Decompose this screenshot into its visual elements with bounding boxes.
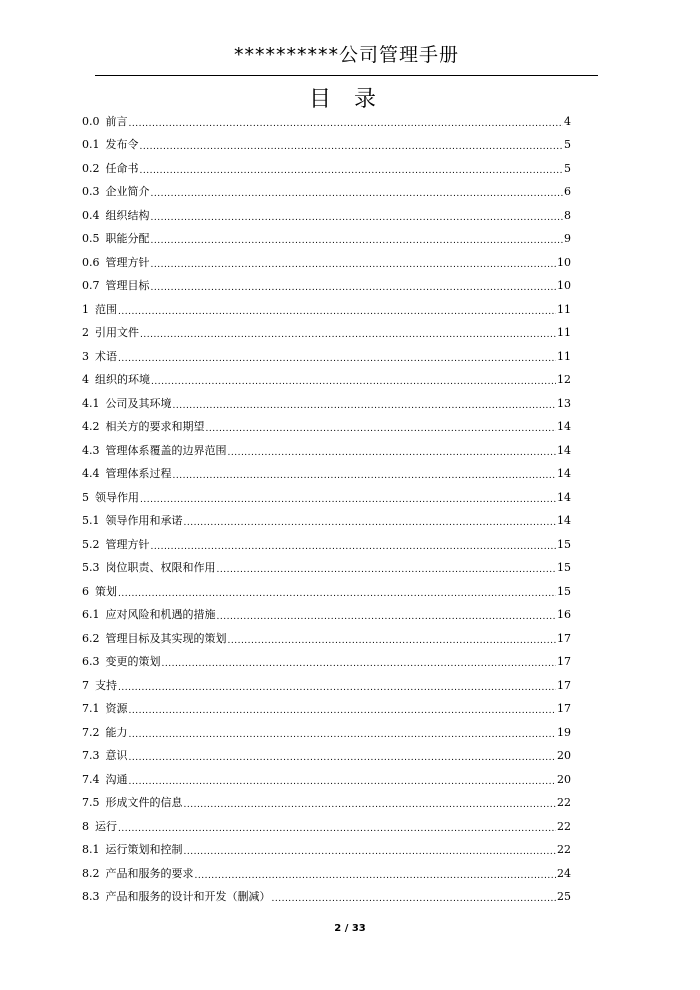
toc-entry[interactable] [82, 439, 571, 463]
toc-entry[interactable] [82, 110, 571, 134]
toc-entry[interactable] [82, 604, 571, 628]
toc-dot-leader [140, 493, 556, 507]
toc-entry-title: 组织的环境 [95, 373, 150, 387]
toc-entry-title: 管理目标 [105, 279, 150, 293]
toc-dot-leader [173, 469, 557, 483]
toc-dot-leader [129, 704, 557, 718]
toc-dot-leader [151, 375, 556, 389]
toc-entry-page: 14 [557, 420, 571, 434]
toc-entry-page: 17 [557, 702, 571, 716]
toc-entry-title: 策划 [95, 584, 117, 598]
toc-entry-number: 0.4 [82, 208, 100, 222]
toc-entry-title: 公司及其环境 [105, 396, 172, 410]
toc-entry-number: 0.7 [82, 279, 100, 293]
toc-entry-title: 意识 [105, 749, 128, 763]
toc-entry-number: 0.0 [82, 114, 100, 128]
toc-entry[interactable] [82, 345, 571, 369]
toc-entry-page: 12 [557, 373, 571, 387]
toc-entry-page: 8 [564, 208, 571, 222]
toc-dot-leader [151, 540, 557, 554]
toc-dot-leader [184, 516, 557, 530]
toc-entry-page: 11 [557, 326, 571, 340]
toc-entry-title: 领导作用和承诺 [105, 514, 183, 528]
toc-entry[interactable] [82, 580, 571, 604]
toc-entry-title: 管理体系覆盖的边界范围 [105, 443, 227, 457]
toc-entry-title: 变更的策划 [105, 655, 161, 669]
toc-entry-title: 管理体系过程 [105, 467, 172, 481]
toc-dot-leader [118, 587, 556, 601]
toc-entry[interactable] [82, 674, 571, 698]
toc-dot-leader [228, 446, 557, 460]
toc-list [82, 110, 571, 909]
toc-entry-page: 5 [564, 138, 571, 152]
toc-entry-title: 岗位职责、权限和作用 [105, 561, 216, 575]
toc-entry-page: 19 [557, 725, 571, 739]
toc-entry-number: 8.1 [82, 843, 100, 857]
toc-entry-page: 14 [557, 467, 571, 481]
toc-dot-leader [206, 422, 557, 436]
toc-entry-title: 运行 [95, 819, 117, 833]
toc-entry-number: 6.3 [82, 655, 100, 669]
page-number: 2 / 33 [334, 923, 366, 934]
toc-entry-page: 22 [557, 843, 571, 857]
toc-entry-number: 8.3 [82, 890, 100, 904]
toc-dot-leader [140, 140, 564, 154]
toc-entry-number: 0.3 [82, 185, 100, 199]
toc-dot-leader [151, 281, 557, 295]
toc-entry-title: 管理方针 [105, 537, 150, 551]
toc-entry-page: 20 [557, 772, 571, 786]
toc-entry-number: 7.4 [82, 772, 100, 786]
toc-entry-title: 支持 [95, 678, 117, 692]
toc-entry-number: 6.2 [82, 631, 100, 645]
toc-dot-leader [217, 610, 557, 624]
toc-entry-title: 应对风险和机遇的措施 [105, 608, 216, 622]
toc-entry-number: 5.3 [82, 561, 100, 575]
toc-entry-page: 4 [564, 114, 571, 128]
toc-entry-number: 6 [82, 584, 89, 598]
toc-entry[interactable] [82, 557, 571, 581]
toc-entry-number: 0.6 [82, 255, 100, 269]
toc-entry[interactable] [82, 298, 571, 322]
toc-entry[interactable] [82, 533, 571, 557]
toc-entry-number: 8 [82, 819, 89, 833]
toc-dot-leader [151, 258, 557, 272]
toc-dot-leader [173, 399, 557, 413]
toc-entry[interactable] [82, 839, 571, 863]
toc-entry-page: 22 [557, 796, 571, 810]
toc-entry-title: 运行策划和控制 [105, 843, 183, 857]
toc-entry-number: 3 [82, 349, 89, 363]
toc-entry-title: 产品和服务的设计和开发（删减） [105, 890, 271, 904]
toc-entry-title: 引用文件 [95, 326, 139, 340]
toc-entry[interactable] [82, 392, 571, 416]
toc-entry[interactable] [82, 768, 571, 792]
toc-entry[interactable] [82, 204, 571, 228]
toc-entry-number: 4 [82, 373, 89, 387]
toc-dot-leader [184, 845, 557, 859]
toc-entry[interactable] [82, 228, 571, 252]
toc-dot-leader [129, 117, 564, 131]
toc-entry-title: 任命书 [105, 161, 139, 175]
toc-entry-title: 组织结构 [105, 208, 150, 222]
toc-dot-leader [162, 657, 557, 671]
toc-dot-leader [272, 892, 557, 906]
toc-entry-page: 5 [564, 161, 571, 175]
toc-dot-leader [129, 751, 557, 765]
toc-entry[interactable] [82, 251, 571, 275]
toc-dot-leader [140, 328, 556, 342]
toc-entry-number: 7.3 [82, 749, 100, 763]
toc-dot-leader [217, 563, 557, 577]
toc-entry[interactable] [82, 721, 571, 745]
toc-entry-title: 形成文件的信息 [105, 796, 183, 810]
toc-entry-page: 17 [557, 631, 571, 645]
toc-entry-title: 范围 [95, 302, 117, 316]
toc-entry-number: 7.1 [82, 702, 100, 716]
toc-entry-page: 15 [557, 561, 571, 575]
toc-entry-number: 1 [82, 302, 89, 316]
toc-dot-leader [151, 187, 564, 201]
toc-entry[interactable] [82, 627, 571, 651]
toc-entry-number: 0.5 [82, 232, 100, 246]
toc-entry[interactable] [82, 322, 571, 346]
toc-entry-page: 17 [557, 655, 571, 669]
toc-entry-title: 领导作用 [95, 490, 139, 504]
toc-entry-title: 术语 [95, 349, 117, 363]
toc-entry[interactable] [82, 416, 571, 440]
toc-entry-page: 14 [557, 514, 571, 528]
toc-entry-page: 9 [564, 232, 571, 246]
toc-dot-leader [118, 822, 556, 836]
toc-entry-title: 管理方针 [105, 255, 150, 269]
toc-entry-page: 22 [557, 819, 571, 833]
toc-entry-number: 7.2 [82, 725, 100, 739]
toc-entry-number: 8.2 [82, 866, 100, 880]
toc-dot-leader [195, 869, 557, 883]
toc-entry-title: 管理目标及其实现的策划 [105, 631, 227, 645]
toc-entry[interactable] [82, 745, 571, 769]
toc-entry-number: 4.2 [82, 420, 100, 434]
toc-entry-page: 6 [564, 185, 571, 199]
toc-entry-number: 0.1 [82, 138, 100, 152]
toc-dot-leader [129, 728, 557, 742]
toc-dot-leader [151, 234, 564, 248]
toc-entry[interactable] [82, 275, 571, 299]
toc-entry[interactable] [82, 815, 571, 839]
toc-entry[interactable] [82, 862, 571, 886]
toc-entry-number: 7.5 [82, 796, 100, 810]
toc-entry-page: 10 [557, 255, 571, 269]
toc-entry[interactable] [82, 181, 571, 205]
toc-dot-leader [228, 634, 557, 648]
toc-dot-leader [118, 305, 556, 319]
toc-entry-page: 11 [557, 302, 571, 316]
toc-entry-page: 11 [557, 349, 571, 363]
toc-entry[interactable] [82, 651, 571, 675]
toc-entry[interactable] [82, 510, 571, 534]
toc-entry-number: 5.1 [82, 514, 100, 528]
toc-entry-page: 13 [557, 396, 571, 410]
toc-entry-number: 5 [82, 490, 89, 504]
toc-entry-title: 沟通 [105, 772, 128, 786]
toc-entry[interactable] [82, 463, 571, 487]
toc-entry[interactable] [82, 698, 571, 722]
toc-dot-leader [129, 775, 557, 789]
toc-entry[interactable] [82, 792, 571, 816]
toc-dot-leader [184, 798, 557, 812]
toc-entry-number: 6.1 [82, 608, 100, 622]
document-header-title: **********公司管理手册 [233, 44, 459, 66]
toc-entry[interactable] [82, 369, 571, 393]
toc-title: 目 录 [309, 87, 384, 112]
toc-entry-page: 15 [557, 584, 571, 598]
toc-entry-title: 相关方的要求和期望 [105, 420, 205, 434]
toc-entry[interactable] [82, 134, 571, 158]
toc-dot-leader [151, 211, 564, 225]
toc-entry-page: 25 [557, 890, 571, 904]
toc-entry-page: 14 [557, 490, 571, 504]
toc-entry-page: 24 [557, 866, 571, 880]
toc-entry-page: 14 [557, 443, 571, 457]
toc-entry-page: 15 [557, 537, 571, 551]
toc-entry[interactable] [82, 157, 571, 181]
toc-entry-page: 20 [557, 749, 571, 763]
toc-entry-number: 4.3 [82, 443, 100, 457]
toc-entry-title: 职能分配 [105, 232, 150, 246]
toc-entry-title: 企业简介 [105, 185, 150, 199]
toc-dot-leader [140, 164, 564, 178]
toc-entry-number: 2 [82, 326, 89, 340]
toc-entry-title: 资源 [105, 702, 128, 716]
toc-entry-page: 17 [557, 678, 571, 692]
toc-entry[interactable] [82, 486, 571, 510]
toc-entry-title: 发布令 [105, 138, 139, 152]
toc-dot-leader [118, 681, 556, 695]
toc-entry-title: 前言 [105, 114, 128, 128]
toc-entry-number: 4.4 [82, 467, 100, 481]
toc-entry[interactable] [82, 886, 571, 910]
toc-entry-page: 16 [557, 608, 571, 622]
toc-entry-title: 产品和服务的要求 [105, 866, 194, 880]
toc-entry-page: 10 [557, 279, 571, 293]
toc-entry-number: 0.2 [82, 161, 100, 175]
toc-entry-number: 4.1 [82, 396, 100, 410]
toc-dot-leader [118, 352, 556, 366]
header-divider [95, 75, 598, 76]
toc-entry-number: 7 [82, 678, 89, 692]
toc-entry-number: 5.2 [82, 537, 100, 551]
toc-entry-title: 能力 [105, 725, 128, 739]
